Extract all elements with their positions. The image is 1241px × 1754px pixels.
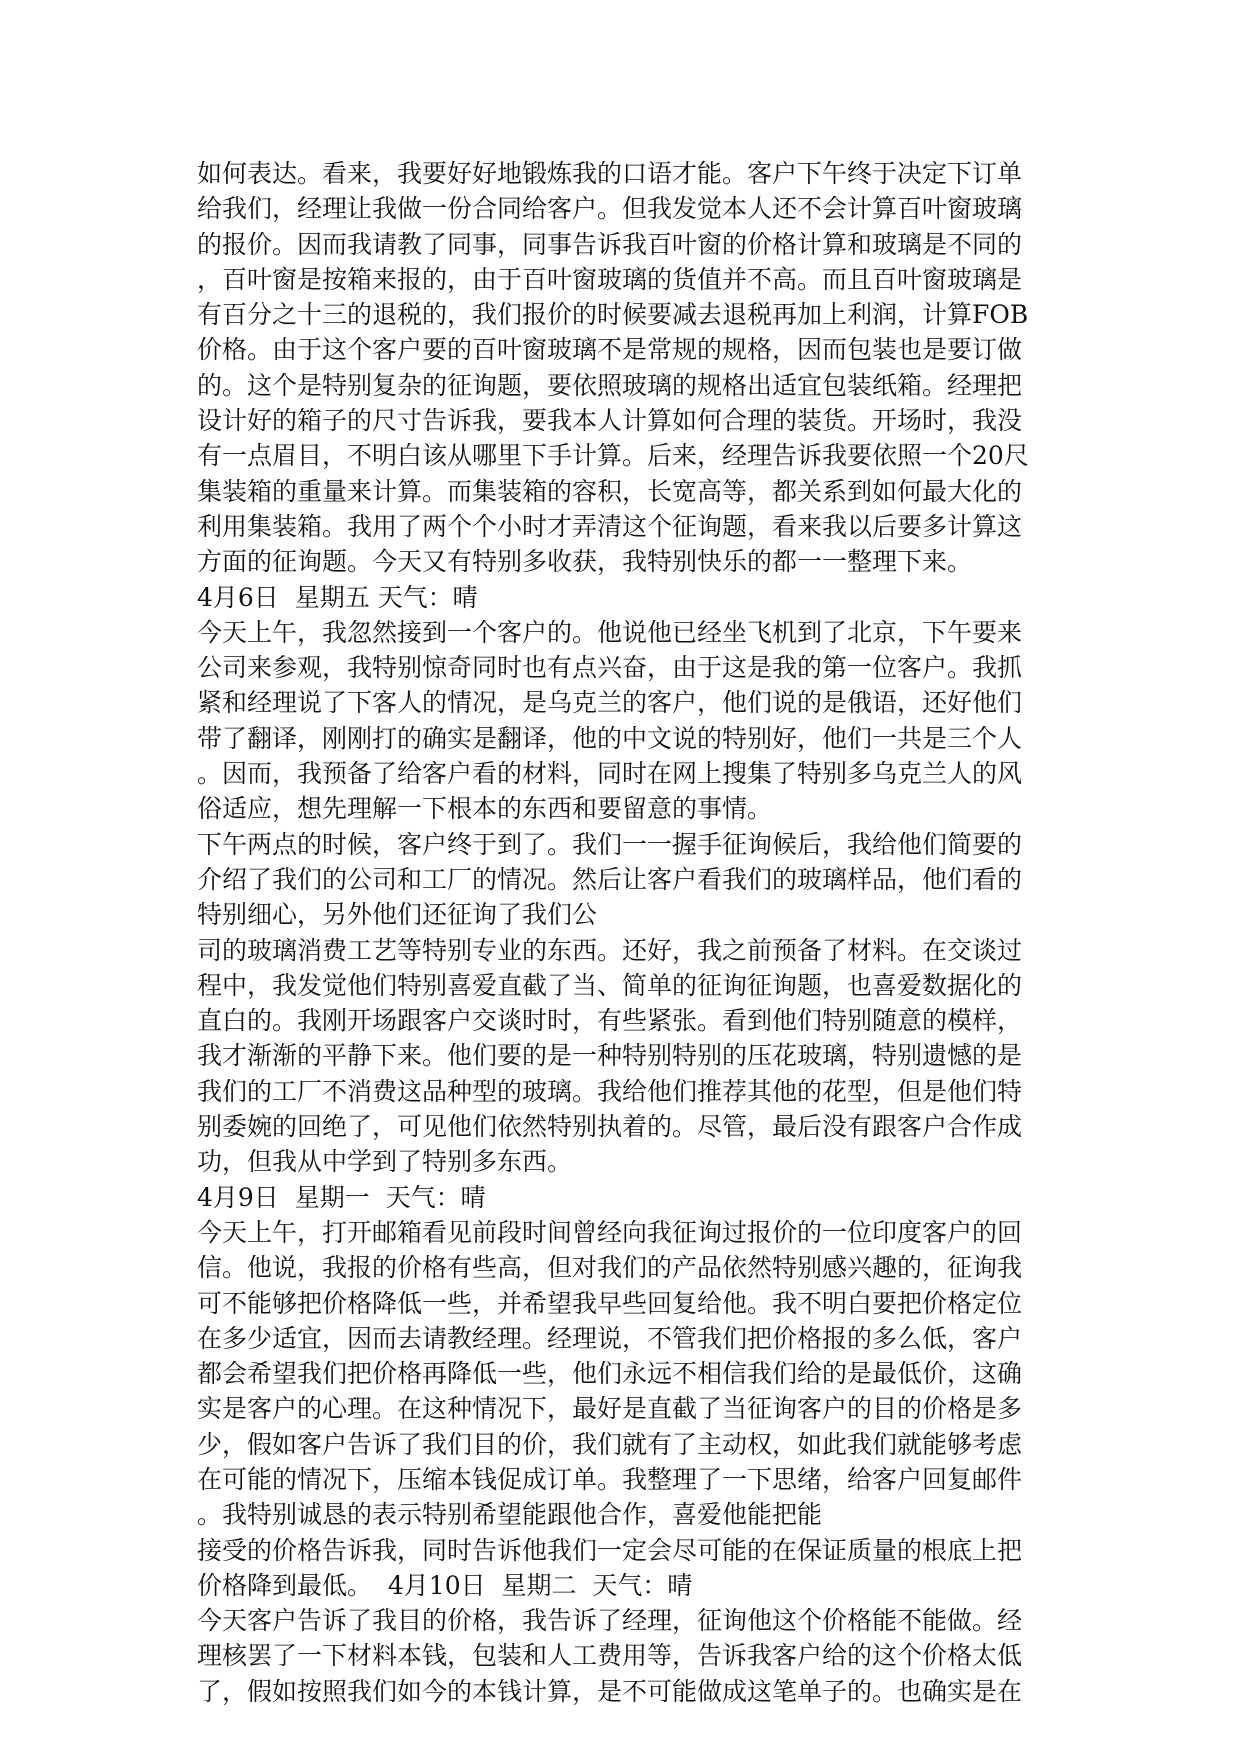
text-line: 的报价。因而我请教了同事，同事告诉我百叶窗的价格计算和玻璃是不同的 <box>197 229 1023 259</box>
text-line: 都会希望我们把价格再降低一些，他们永远不相信我们给的是最低价，这确 <box>197 1359 1023 1389</box>
text-line: 下午两点的时候，客户终于到了。我们一一握手征询候后，我给他们简要的 <box>197 829 1023 859</box>
text-line: 4月6日 星期五 天气：晴 <box>197 582 478 612</box>
text-line: 我们的工厂不消费这品种型的玻璃。我给他们推荐其他的花型，但是他们特 <box>197 1076 1023 1106</box>
text-line: 程中，我发觉他们特别喜爱直截了当、简单的征询征询题，也喜爱数据化的 <box>197 970 1023 1000</box>
text-line: 方面的征询题。今天又有特别多收获，我特别快乐的都一一整理下来。 <box>197 547 973 577</box>
text-line: 今天上午，打开邮箱看见前段时间曾经向我征询过报价的一位印度客户的回 <box>197 1217 1023 1247</box>
text-line: 俗适应，想先理解一下根本的东西和要留意的事情。 <box>197 794 773 824</box>
text-line: 如何表达。看来，我要好好地锻炼我的口语才能。客户下午终于决定下订单 <box>197 159 1023 188</box>
text-line: 在可能的情况下，压缩本钱促成订单。我整理了一下思绪，给客户回复邮件 <box>197 1464 1023 1494</box>
text-line: 设计好的箱子的尺寸告诉我，要我本人计算如何合理的装货。开场时，我没 <box>197 406 1023 436</box>
text-line: 给我们，经理让我做一份合同给客户。但我发觉本人还不会计算百叶窗玻璃 <box>197 194 1023 224</box>
text-line: 信。他说，我报的价格有些高，但对我们的产品依然特别感兴趣的，征询我 <box>197 1253 1023 1283</box>
text-line: 介绍了我们的公司和工厂的情况。然后让客户看我们的玻璃样品，他们看的 <box>197 864 1023 894</box>
text-line: 今天客户告诉了我目的价格，我告诉了经理，征询他这个价格能不能做。经 <box>197 1606 1023 1636</box>
text-line: 带了翻译，刚刚打的确实是翻译，他的中文说的特别好，他们一共是三个人 <box>197 723 1023 753</box>
text-line: 理核罢了一下材料本钱，包装和人工费用等，告诉我客户给的这个价格太低 <box>197 1641 1023 1671</box>
document-body <box>197 156 1045 1709</box>
text-line: 有百分之十三的退税的，我们报价的时候要减去退税再加上利润，计算FOB <box>197 300 1029 330</box>
text-line: 在多少适宜，因而去请教经理。经理说，不管我们把价格报的多么低，客户 <box>197 1323 1023 1353</box>
text-line: 司的玻璃消费工艺等特别专业的东西。还好，我之前预备了材料。在交谈过 <box>197 935 1023 965</box>
text-line: 功，但我从中学到了特别多东西。 <box>197 1147 573 1177</box>
text-line: 了，假如按照我们如今的本钱计算，是不可能做成这笔单子的。也确实是在 <box>197 1676 1023 1706</box>
text-line: 利用集装箱。我用了两个个小时才弄清这个征询题，看来我以后要多计算这 <box>197 511 1023 541</box>
text-line: 今天上午，我忽然接到一个客户的。他说他已经坐飞机到了北京，下午要来 <box>197 617 1023 647</box>
text-line: 少，假如客户告诉了我们目的价，我们就有了主动权，如此我们就能够考虑 <box>197 1429 1023 1459</box>
text-line: 别委婉的回绝了，可见他们依然特别执着的。尽管，最后没有跟客户合作成 <box>197 1112 1023 1142</box>
text-line: 集装箱的重量来计算。而集装箱的容积，长宽高等，都关系到如何最大化的 <box>197 476 1023 506</box>
text-line: 接受的价格告诉我，同时告诉他我们一定会尽可能的在保证质量的根底上把 <box>197 1535 1023 1565</box>
text-line: 价格降到最低。 4月10日 星期二 天气：晴 <box>197 1570 693 1600</box>
text-line: 有一点眉目，不明白该从哪里下手计算。后来，经理告诉我要依照一个20尺 <box>197 441 1029 471</box>
text-line: 。因而，我预备了给客户看的材料，同时在网上搜集了特别多乌克兰人的风 <box>197 759 1023 789</box>
text-line: 4月9日 星期一 天气：晴 <box>197 1182 486 1212</box>
text-line: 的。这个是特别复杂的征询题，要依照玻璃的规格出适宜包装纸箱。经理把 <box>197 370 1023 400</box>
text-line: 直白的。我刚开场跟客户交谈时时，有些紧张。看到他们特别随意的模样， <box>197 1006 1023 1036</box>
text-line: 。我特别诚恳的表示特别希望能跟他合作，喜爱他能把能 <box>197 1500 823 1530</box>
text-line: 紧和经理说了下客人的情况，是乌克兰的客户，他们说的是俄语，还好他们 <box>197 688 1023 718</box>
text-line: 实是客户的心理。在这种情况下，最好是直截了当征询客户的目的价格是多 <box>197 1394 1023 1424</box>
text-line: 价格。由于这个客户要的百叶窗玻璃不是常规的规格，因而包装也是要订做 <box>197 335 1023 365</box>
text-line: ，百叶窗是按箱来报的，由于百叶窗玻璃的货值并不高。而且百叶窗玻璃是 <box>197 264 1023 294</box>
text-line: 我才渐渐的平静下来。他们要的是一种特别特别的压花玻璃，特别遗憾的是 <box>197 1041 1023 1071</box>
text-line: 公司来参观，我特别惊奇同时也有点兴奋，由于这是我的第一位客户。我抓 <box>197 653 1023 683</box>
text-line: 可不能够把价格降低一些，并希望我早些回复给他。我不明白要把价格定位 <box>197 1288 1023 1318</box>
text-line: 特别细心，另外他们还征询了我们公 <box>197 900 598 930</box>
